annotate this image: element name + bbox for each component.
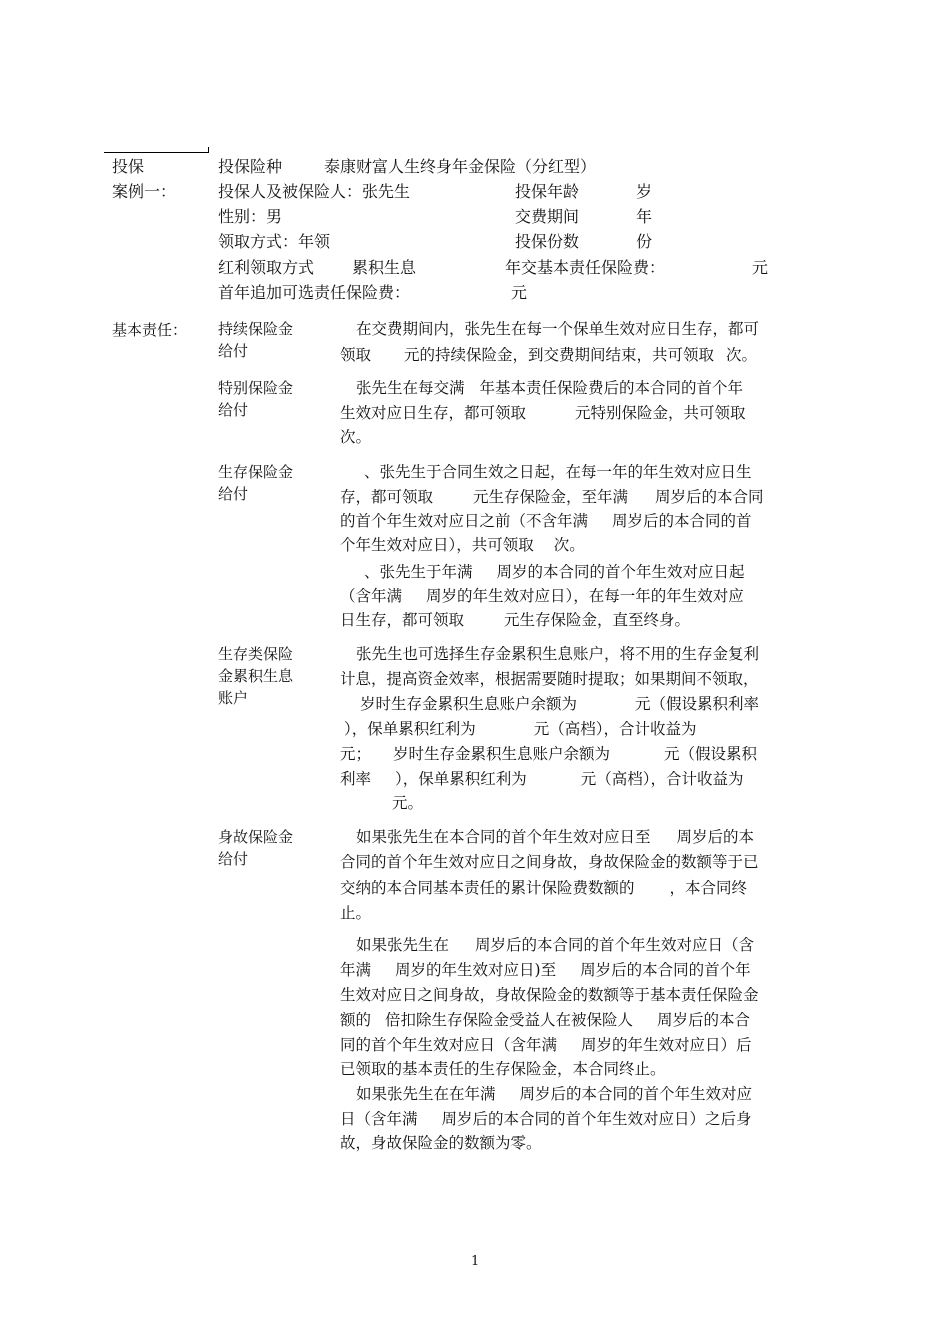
additional-premium-label: 首年追加可选责任保险费：	[218, 283, 411, 302]
paragraph-line: 利率 ），保单累积红利为 元（高档），合计收益为	[340, 770, 744, 788]
item-title: 给付	[218, 401, 249, 419]
paragraph-line: 、张先生于年满 周岁的本合同的首个年生效对应日起	[364, 563, 745, 581]
item-title: 给付	[218, 485, 249, 503]
section-label: 基本责任：	[112, 321, 188, 339]
paragraph-line: 日（含年满 周岁后的本合同的首个年生效对应日）之后身	[340, 1110, 752, 1128]
paragraph-line: 交纳的本合同基本责任的累计保险费数额的 ，本合同终	[340, 879, 748, 897]
paragraph-line: 元； 岁时生存金累积生息账户余额为 元（假设累积	[340, 745, 758, 763]
page-number: 1	[471, 1254, 480, 1269]
paragraph-line: 如果张先生在 周岁后的本合同的首个年生效对应日（含	[356, 936, 755, 954]
paragraph-line: 生效对应日生存，都可领取 元特别保险金，共可领取	[340, 404, 746, 422]
dividend-method-label: 红利领取方式	[218, 258, 315, 277]
top-rule-tick	[208, 147, 209, 153]
paragraph-line: （含年满 周岁的年生效对应日），在每一年的年生效对应	[340, 587, 744, 605]
paragraph-line: 个年生效对应日），共可领取 次。	[340, 536, 585, 554]
paragraph-line: 在交费期间内，张先生在每一个保单生效对应日生存，都可	[356, 320, 760, 338]
gender: 性别：男	[218, 207, 283, 226]
paragraph-line: 存，都可领取 元生存保险金，至年满 周岁后的本合同	[340, 488, 764, 506]
additional-premium-unit: 元	[511, 283, 528, 302]
item-title: 金累积生息	[218, 667, 294, 685]
paragraph-line: 止。	[340, 904, 372, 922]
item-title: 身故保险金	[218, 828, 294, 846]
top-rule	[104, 152, 209, 153]
paragraph-line: 领取 元的持续保险金，到交费期间结束，共可领取 次。	[340, 346, 758, 364]
paragraph-line: 日生存，都可领取 元生存保险金，直至终身。	[340, 611, 691, 629]
insured-age-label: 投保年龄	[515, 182, 580, 201]
item-title: 生存保险金	[218, 463, 294, 481]
paragraph-line: 岁时生存金累积生息账户余额为 元（假设累积利率	[360, 695, 760, 713]
paragraph-line: 同的首个年生效对应日（含年满 周岁的年生效对应日）后	[340, 1036, 752, 1054]
paragraph-line: 元。	[392, 794, 424, 812]
paragraph-line: 、张先生于合同生效之日起，在每一年的年生效对应日生	[364, 463, 752, 481]
paragraph-line: 合同的首个年生效对应日之间身故，身故保险金的数额等于已	[340, 853, 759, 871]
annual-premium-label: 年交基本责任保险费：	[505, 258, 666, 277]
paragraph-line: 如果张先生在在年满 周岁后的本合同的首个年生效对应	[356, 1085, 753, 1103]
paragraph-line: 已领取的基本责任的生存保险金，本合同终止。	[340, 1060, 666, 1078]
payment-period-unit: 年	[636, 207, 653, 226]
item-title: 给付	[218, 850, 249, 868]
insured-age-unit: 岁	[636, 182, 653, 201]
paragraph-line: 额的 倍扣除生存保险金受益人在被保险人 周岁后的本合	[340, 1011, 751, 1029]
item-title: 给付	[218, 342, 249, 360]
paragraph-line: 生效对应日之间身故，身故保险金的数额等于基本责任保险金	[340, 986, 759, 1004]
paragraph-line: 计息，提高资金效率，根据需要随时提取；如果期间不领取，	[340, 670, 759, 688]
item-title: 持续保险金	[218, 320, 294, 338]
paragraph-line: 张先生也可选择生存金累积生息账户，将不用的生存金复利	[356, 645, 760, 663]
case-label-1: 投保	[112, 157, 145, 176]
annual-premium-unit: 元	[752, 258, 769, 277]
paragraph-line: 年满 周岁的年生效对应日)至 周岁后的本合同的首个年	[340, 961, 751, 979]
collection-method: 领取方式：年领	[218, 232, 331, 251]
item-title: 生存类保险	[218, 645, 294, 663]
item-title: 特别保险金	[218, 379, 294, 397]
payment-period-label: 交费期间	[515, 207, 580, 226]
item-title: 账户	[218, 689, 249, 707]
insured-person: 投保人及被保险人：张先生	[218, 182, 411, 201]
units-label: 投保份数	[515, 232, 580, 251]
paragraph-line: ），保单累积红利为 元（高档），合计收益为	[344, 720, 697, 738]
paragraph-line: 张先生在每交满 年基本责任保险费后的本合同的首个年	[356, 379, 744, 397]
paragraph-line: 次。	[340, 428, 372, 446]
dividend-method-value: 累积生息	[352, 258, 417, 277]
insurance-type-value: 泰康财富人生终身年金保险（分红型）	[324, 157, 597, 176]
paragraph-line: 的首个年生效对应日之前（不含年满 周岁后的本合同的首	[340, 512, 752, 530]
paragraph-line: 故，身故保险金的数额为零。	[340, 1134, 542, 1152]
case-label-2: 案例一：	[112, 182, 177, 201]
paragraph-line: 如果张先生在本合同的首个年生效对应日至 周岁后的本	[356, 828, 755, 846]
units-unit: 份	[636, 232, 653, 251]
insurance-type-label: 投保险种	[218, 157, 283, 176]
